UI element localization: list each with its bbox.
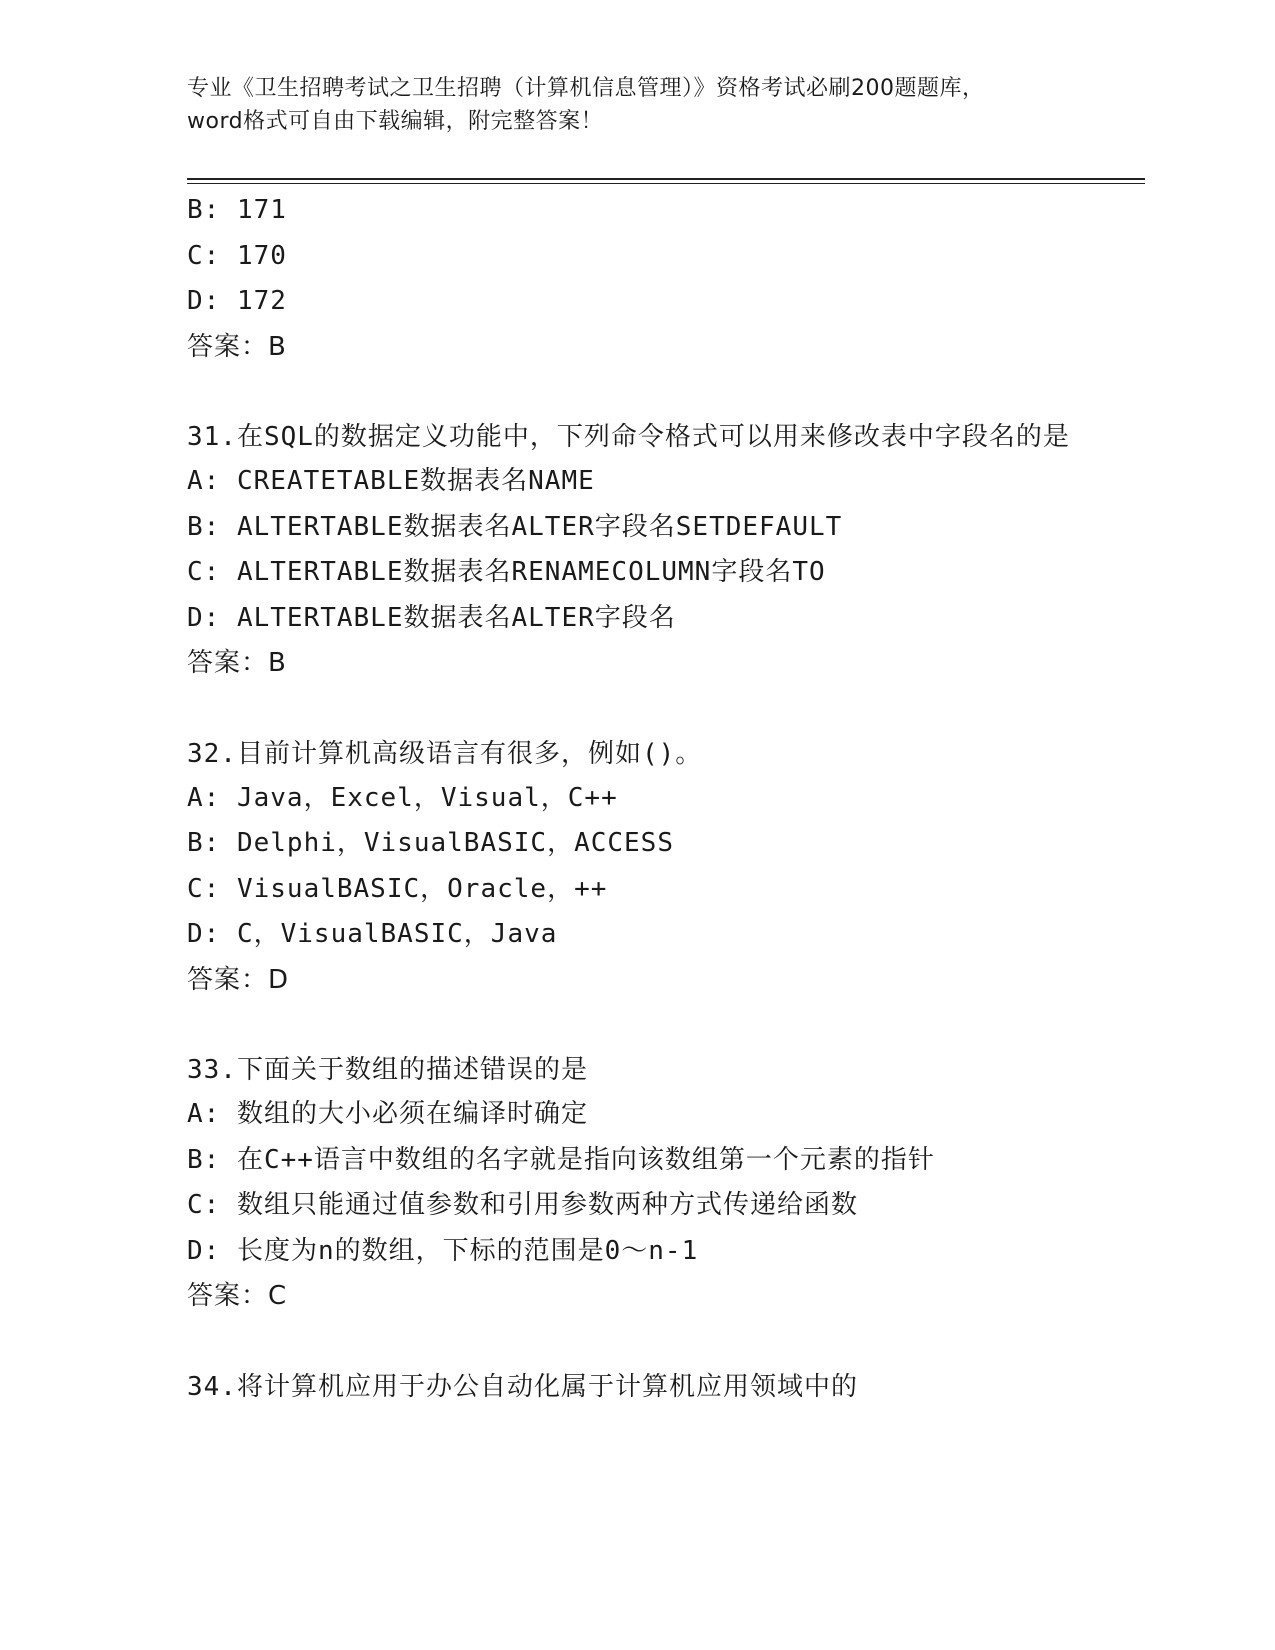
page-header [187, 72, 1087, 138]
option-a: A: 数组的大小必须在编译时确定 [187, 1099, 588, 1129]
spacer [187, 1003, 1087, 1048]
question-31 [187, 415, 1087, 687]
header-line-1: 专业《卫生招聘考试之卫生招聘（计算机信息管理）》资格考试必刷200题题库， [187, 76, 985, 101]
option-d: D: C，VisualBASIC，Java [187, 919, 558, 949]
option-b: B: Delphi，VisualBASIC，ACCESS [187, 828, 674, 858]
question-34 [187, 1365, 1087, 1409]
answer: 答案：B [187, 331, 287, 362]
answer: 答案：D [187, 964, 290, 995]
option-a: A: Java，Excel，Visual，C++ [187, 782, 618, 813]
spacer [187, 687, 1087, 732]
header-line-2: word格式可自由下载编辑，附完整答案！ [187, 109, 604, 134]
question-33 [187, 1048, 1087, 1320]
question-title: 33.下面关于数组的描述错误的是 [187, 1055, 588, 1085]
option-d: D: ALTERTABLE数据表名ALTER字段名 [187, 602, 676, 633]
option-d: D: 长度为n的数组，下标的范围是0～n-1 [187, 1235, 699, 1266]
header-divider-thick [187, 178, 1145, 180]
question-title: 32.目前计算机高级语言有很多，例如()。 [187, 738, 703, 769]
option-d: D: 172 [187, 286, 287, 316]
option-a: A: CREATETABLE数据表名NAME [187, 466, 595, 496]
option-c: C: 170 [187, 240, 287, 271]
question-title: 34.将计算机应用于办公自动化属于计算机应用领域中的 [187, 1371, 858, 1402]
option-b: B: ALTERTABLE数据表名ALTER字段名SETDEFAULT [187, 511, 843, 542]
question-continued [187, 188, 1087, 370]
question-32 [187, 732, 1087, 1004]
question-list [187, 188, 1087, 1409]
spacer [187, 370, 1087, 415]
header-divider-thin [187, 183, 1145, 184]
spacer [187, 1320, 1087, 1365]
answer: 答案：B [187, 648, 287, 678]
option-c: C: ALTERTABLE数据表名RENAMECOLUMN字段名TO [187, 557, 826, 587]
option-b: B: 171 [187, 195, 287, 225]
option-c: C: VisualBASIC，Oracle，++ [187, 873, 608, 904]
answer: 答案：C [187, 1281, 288, 1311]
option-b: B: 在C++语言中数组的名字就是指向该数组第一个元素的指针 [187, 1144, 935, 1175]
question-title: 31.在SQL的数据定义功能中，下列命令格式可以用来修改表中字段名的是 [187, 422, 1070, 452]
option-c: C: 数组只能通过值参数和引用参数两种方式传递给函数 [187, 1190, 858, 1220]
